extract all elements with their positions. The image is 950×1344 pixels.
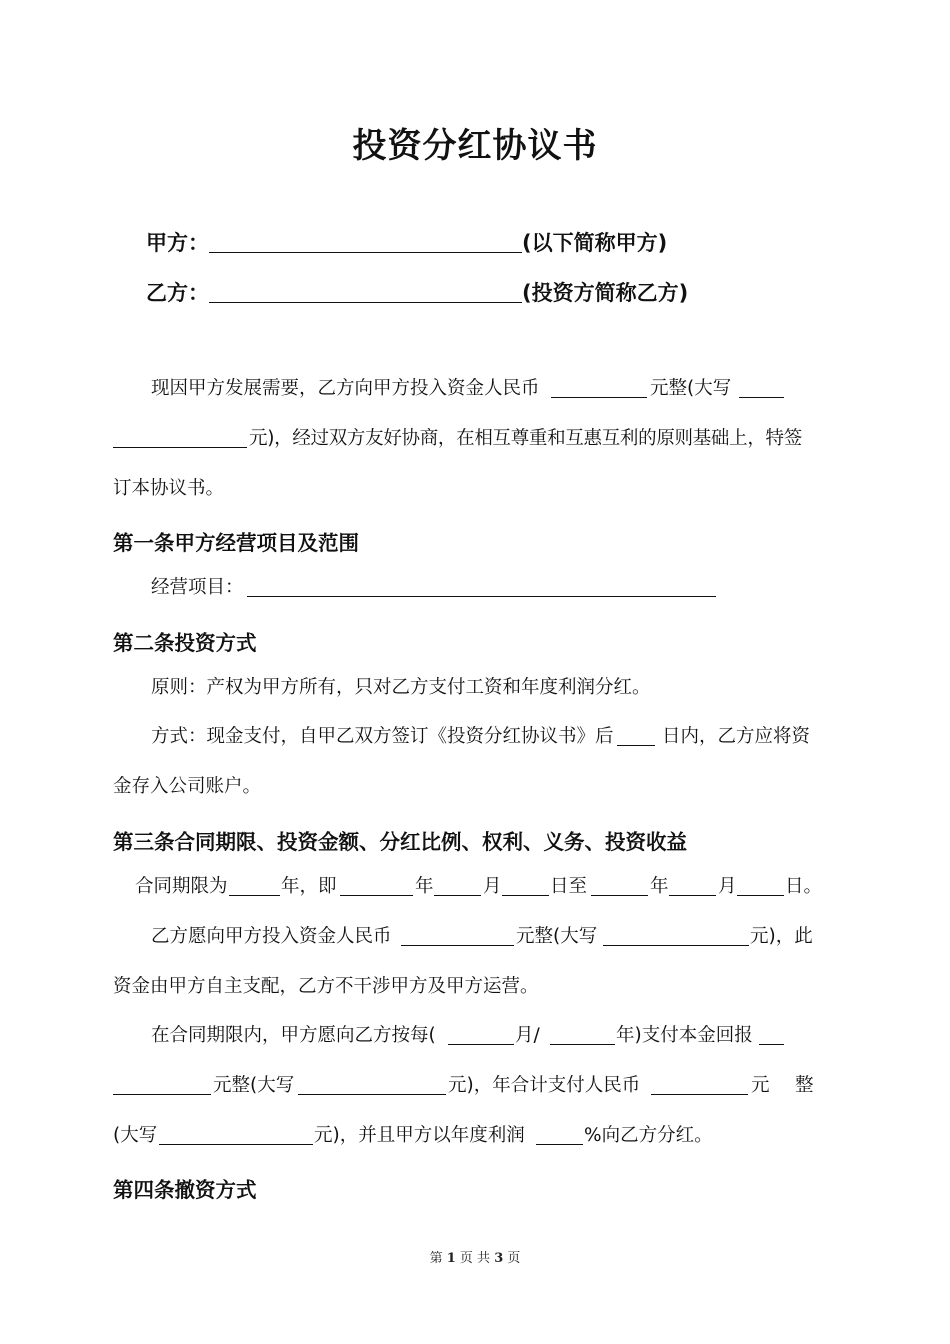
start-day-blank xyxy=(502,875,549,896)
investment-text-a: 乙方愿向甲方投入资金人民币 xyxy=(151,926,392,947)
party-a-suffix: (以下简称甲方) xyxy=(522,231,668,255)
days-blank xyxy=(617,725,655,746)
start-year-blank xyxy=(340,875,413,896)
business-item-blank xyxy=(247,576,716,597)
return-text-g: 整 xyxy=(795,1075,814,1096)
intro-text-3: 订本协议书。 xyxy=(113,478,225,499)
end-day-blank xyxy=(737,875,784,896)
amount-blank xyxy=(551,377,647,398)
intro-text-2: 元)，经过双方友好协商，在相互尊重和互惠互利的原则基础上，特签 xyxy=(249,428,802,449)
party-b-line xyxy=(146,277,688,307)
amount-words-blank-cont xyxy=(113,427,247,448)
investment-text-c: 元)，此 xyxy=(750,926,813,947)
return-amount-blank-cont xyxy=(113,1074,211,1095)
day-end-label: 日。 xyxy=(785,876,823,897)
annual-total-words-blank xyxy=(159,1124,313,1145)
dividend-percent-blank xyxy=(536,1124,583,1145)
return-text-i: 元)，并且甲方以年度利润 xyxy=(314,1125,525,1146)
term-text-b: 年，即 xyxy=(281,876,337,897)
article-2-heading: 第二条投资方式 xyxy=(113,631,257,655)
investment-text-d: 资金由甲方自主支配，乙方不干涉甲方及甲方运营。 xyxy=(113,976,539,997)
return-month-blank xyxy=(448,1024,514,1045)
start-month-label: 月 xyxy=(483,876,502,897)
footer-prefix: 第 xyxy=(429,1251,443,1266)
return-amount-blank xyxy=(759,1024,784,1045)
return-words-blank xyxy=(298,1074,446,1095)
article-3-heading: 第三条合同期限、投资金额、分红比例、权利、义务、投资收益 xyxy=(113,830,687,854)
amount-words-blank xyxy=(739,377,784,398)
return-text-j: %向乙方分红。 xyxy=(584,1125,713,1146)
return-year-blank xyxy=(550,1024,615,1045)
start-year-label: 年 xyxy=(415,876,434,897)
return-text-a: 在合同期限内，甲方愿向乙方按每( xyxy=(151,1025,436,1046)
footer-middle: 页 共 xyxy=(459,1251,491,1266)
start-month-blank xyxy=(434,875,481,896)
day-to-label: 日至 xyxy=(550,876,588,897)
end-month-label: 月 xyxy=(718,876,737,897)
term-years-blank xyxy=(229,875,280,896)
party-a-line xyxy=(146,227,667,257)
investment-amount-blank xyxy=(401,925,514,946)
term-text-a: 合同期限为 xyxy=(135,876,228,897)
end-month-blank xyxy=(669,875,716,896)
principle-text: 原则：产权为甲方所有，只对乙方支付工资和年度利润分红。 xyxy=(151,677,651,698)
annual-total-blank xyxy=(651,1074,748,1095)
investment-text-b: 元整(大写 xyxy=(516,926,598,947)
investment-words-blank xyxy=(603,925,749,946)
return-text-b: 月/ xyxy=(515,1025,540,1046)
method-text-b: 日内，乙方应将资 xyxy=(662,726,811,747)
party-a-blank xyxy=(209,230,522,253)
page-footer xyxy=(0,1247,950,1266)
party-b-blank xyxy=(209,280,522,303)
end-year-label: 年 xyxy=(650,876,669,897)
intro-text-1b: 元整(大写 xyxy=(650,378,732,399)
footer-page-number: 1 xyxy=(446,1251,456,1266)
end-year-blank xyxy=(591,875,648,896)
return-text-e: 元)，年合计支付人民币 xyxy=(448,1075,641,1096)
party-b-label: 乙方： xyxy=(146,281,209,305)
party-b-suffix: (投资方简称乙方) xyxy=(522,281,689,305)
business-item-label: 经营项目： xyxy=(151,577,244,598)
article-4-heading: 第四条撤资方式 xyxy=(113,1178,257,1202)
footer-total-pages: 3 xyxy=(494,1251,504,1266)
intro-text-1a: 现因甲方发展需要，乙方向甲方投入资金人民币 xyxy=(151,378,540,399)
return-text-c: 年)支付本金回报 xyxy=(616,1025,753,1046)
footer-suffix: 页 xyxy=(507,1251,521,1266)
document-title: 投资分红协议书 xyxy=(352,126,598,166)
return-text-f: 元 xyxy=(751,1075,770,1096)
return-text-d: 元整(大写 xyxy=(213,1075,295,1096)
party-a-label: 甲方： xyxy=(146,231,209,255)
method-text-a: 方式：现金支付，自甲乙双方签订《投资分红协议书》后 xyxy=(151,726,614,747)
return-text-h: (大写 xyxy=(113,1125,158,1146)
article-1-heading: 第一条甲方经营项目及范围 xyxy=(113,531,359,555)
method-text-c: 金存入公司账户。 xyxy=(113,776,262,797)
